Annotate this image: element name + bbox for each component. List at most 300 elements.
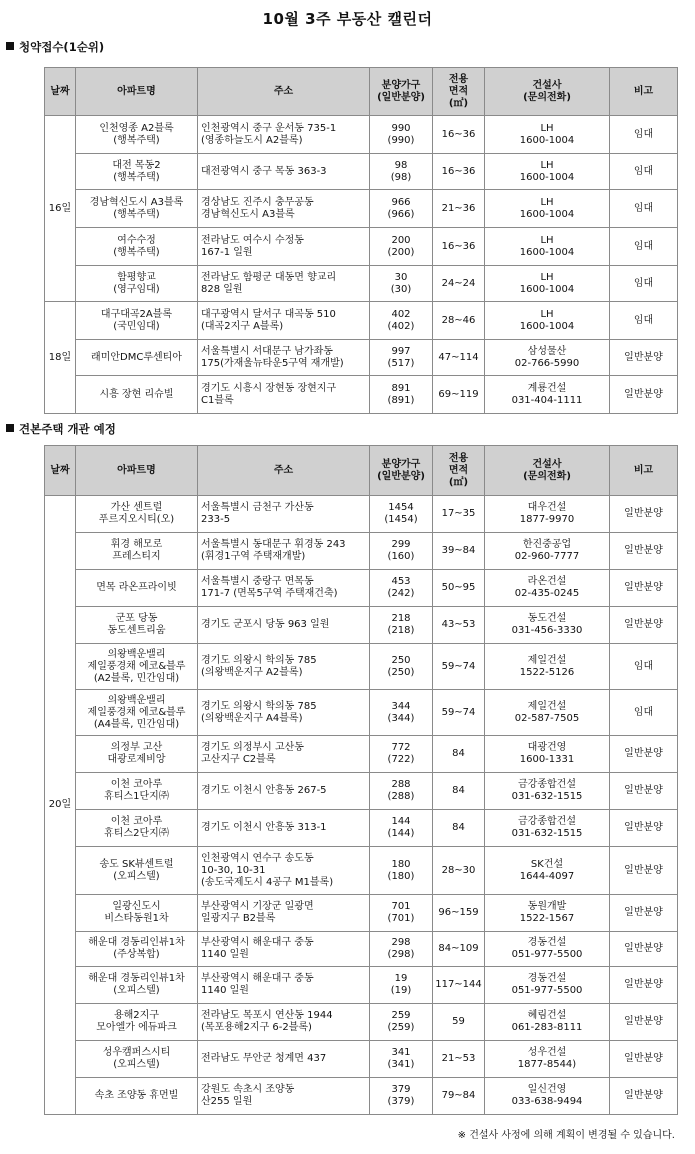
units-text: 250 [391,654,411,666]
builder-text: 061-283-8111 [511,1022,583,1033]
address-text: 전라남도 함평군 대동면 향교리 [201,271,337,283]
area-cell [433,895,485,932]
note-text: 일반분양 [624,822,663,833]
builder-cell [485,932,610,967]
area-cell [433,116,485,154]
note-cell [610,533,678,570]
note-text: 일반분양 [624,508,663,519]
builder-cell [485,810,610,847]
note-cell [610,116,678,154]
apt-name-cell [76,376,198,414]
builder-text: 제일건설 [527,654,567,666]
table-row [45,932,678,967]
builder-text: 031-632-1515 [511,791,583,802]
address-text: 경기도 군포시 당동 963 일원 [201,619,330,630]
note-cell [610,1078,678,1115]
units-cell [370,116,433,154]
units-header [370,68,433,116]
area-text: 59 [452,1016,465,1027]
note-cell [610,154,678,190]
area-text: 117~144 [435,979,482,990]
units-text: (30) [390,283,412,295]
builder-text: 대광건영 [527,742,567,753]
units-text: (218) [387,625,415,636]
builder-text: 계룡건설 [527,382,567,394]
note-header: 비고 [610,446,678,496]
address-text: 233-5 [201,514,231,525]
section-label: 견본주택 개관 예정 [19,422,116,436]
address-cell [198,690,370,736]
area-text: 28~30 [441,864,476,876]
area-text: 84~109 [438,943,479,954]
header-text: 전용 [448,73,469,85]
apt-name-text: 의왕백운밸리 [107,694,166,706]
address-cell [198,570,370,607]
address-cell [198,116,370,154]
apt-name-text: 푸르지오시티(오) [98,514,175,525]
area-text: 28~46 [441,314,476,326]
area-cell [433,1078,485,1115]
units-text: (298) [387,949,415,960]
table-row [45,533,678,570]
date-header: 날짜 [45,68,76,116]
units-cell [370,190,433,228]
units-text: (288) [387,791,415,802]
apt-name-cell [76,607,198,644]
builder-text: 1600-1004 [519,171,575,183]
apt-name-text: (오피스텔) [113,985,160,996]
apt-name-cell [76,644,198,690]
note-cell [610,690,678,736]
units-cell [370,533,433,570]
area-text: 59~74 [441,706,476,718]
units-text: 200 [391,234,411,246]
area-text: 84 [452,785,465,796]
area-cell [433,607,485,644]
area-cell [433,376,485,414]
address-text: (대곡2지구 A블록) [201,320,284,332]
note-text: 일반분양 [624,1016,663,1027]
builder-text: 금강종합건설 [518,816,576,827]
address-text: 경기도 의정부시 고산동 [201,742,304,753]
builder-text: 동도건설 [527,613,567,624]
area-text: 96~159 [438,907,479,918]
apt-name-cell [76,1078,198,1115]
note-text: 임대 [633,314,654,326]
units-text: 288 [391,779,411,790]
builder-text: 051-977-5500 [511,949,583,960]
address-cell [198,895,370,932]
header-text: (문의전화) [523,91,571,103]
note-text: 임대 [633,240,654,252]
units-cell [370,302,433,340]
builder-text: LH [540,196,554,208]
table-row [45,967,678,1004]
note-text: 임대 [633,660,654,672]
apt-name-cell [76,810,198,847]
apt-name-cell [76,190,198,228]
units-cell [370,340,433,376]
units-text: 299 [391,539,411,550]
apt-name-text: 휴티스1단지㈜ [104,791,169,802]
units-text: 341 [391,1047,411,1058]
note-text: 일반분양 [624,1053,663,1064]
units-cell [370,376,433,414]
area-text: 59~74 [441,660,476,672]
address-text: (휘경1구역 주택재개발) [201,551,306,562]
apt-name-cell [76,496,198,533]
builder-text: 1600-1004 [519,283,575,295]
builder-text: 1877-8544) [517,1059,577,1070]
address-text: 경기도 의왕시 학의동 785 [201,654,317,666]
builder-text: 1877-9970 [519,514,575,525]
units-text: 701 [391,901,411,912]
builder-text: 혜림건설 [527,1010,567,1021]
builder-header [485,68,610,116]
note-cell [610,607,678,644]
units-cell [370,1078,433,1115]
builder-text: 02-435-0245 [514,588,580,599]
apt-name-text: 해운대 경동리인뷰1차 [88,973,185,984]
builder-text: 삼성물산 [527,345,567,357]
apt-name-cell [76,154,198,190]
apt-name-cell [76,690,198,736]
units-text: (180) [387,870,415,882]
area-cell [433,533,485,570]
address-cell [198,773,370,810]
area-text: 21~36 [441,202,476,214]
note-text: 일반분양 [624,943,663,954]
address-text: 서울특별시 중랑구 면목동 [201,576,314,587]
note-text: 임대 [633,706,654,718]
note-header: 비고 [610,68,678,116]
section-heading-subscription [6,39,104,55]
note-cell [610,496,678,533]
units-text: 379 [391,1084,411,1095]
builder-text: 1600-1004 [519,208,575,220]
table-row [45,116,678,154]
units-cell [370,773,433,810]
note-cell [610,570,678,607]
area-text: 43~53 [441,619,476,630]
units-text: 98 [394,159,408,171]
area-cell [433,266,485,302]
table-row [45,376,678,414]
units-text: (144) [387,828,415,839]
area-cell [433,340,485,376]
units-cell [370,690,433,736]
builder-text: 02-960-7777 [514,551,580,562]
units-cell [370,847,433,895]
address-text: 전라남도 목포시 연산동 1944 [201,1010,333,1021]
builder-text: SK건설 [530,858,564,870]
apt-name-text: (영구임대) [113,283,160,295]
header-text: 건설사 [532,79,562,91]
note-text: 임대 [633,128,654,140]
area-text: 17~35 [441,508,476,519]
units-text: (891) [387,394,415,406]
area-text: 16~36 [441,128,476,140]
footnote: ※ 건설사 사정에 의해 계획이 변경될 수 있습니다. [457,1130,675,1141]
address-text: 167-1 일원 [201,246,253,258]
units-header [370,446,433,496]
header-text: 건설사 [532,458,562,470]
builder-text: 1600-1331 [519,754,575,765]
apt-name-text: 래미안DMC루센티아 [91,351,182,363]
note-cell [610,644,678,690]
units-cell [370,154,433,190]
area-cell [433,228,485,266]
builder-text: 1600-1004 [519,134,575,146]
apt-name-text: 경남혁신도시 A3블록 [89,196,184,208]
area-cell [433,847,485,895]
address-cell [198,302,370,340]
area-cell [433,496,485,533]
note-text: 일반분양 [624,785,663,796]
note-cell [610,228,678,266]
builder-text: 금강종합건설 [518,779,576,790]
area-cell [433,1041,485,1078]
address-text: 171-7 (면목5구역 주택재건축) [201,588,338,599]
subscription-table [44,67,678,414]
area-cell [433,736,485,773]
apt-name-cell [76,1041,198,1078]
table-row [45,773,678,810]
apt-name-cell [76,116,198,154]
area-cell [433,1004,485,1041]
area-text: 84 [452,822,465,833]
address-text: 서울특별시 동대문구 휘경동 243 [201,539,346,550]
builder-cell [485,266,610,302]
address-text: 서울특별시 금천구 가산동 [201,502,314,513]
address-text: 고산지구 C2블록 [201,754,276,765]
address-text: 828 일원 [201,283,243,295]
apt-name-text: (오피스텔) [113,1059,160,1070]
header-text: 분양가구 [381,79,421,91]
builder-cell [485,736,610,773]
table-row [45,644,678,690]
apt-name-text: 대구대곡2A블록 [100,308,173,320]
apt-name-text: 함평향교 [117,271,156,283]
address-text: C1블록 [201,394,234,406]
area-cell [433,690,485,736]
builder-cell [485,228,610,266]
units-text: (19) [390,985,412,996]
apt-name-text: (A2블록, 민간임대) [93,672,180,684]
note-cell [610,847,678,895]
builder-text: 1522-5126 [519,666,575,678]
units-text: 997 [391,345,411,357]
builder-cell [485,533,610,570]
address-cell [198,967,370,1004]
units-text: (259) [387,1022,415,1033]
address-text: 부산광역시 해운대구 중동 [201,937,314,948]
builder-cell [485,1004,610,1041]
square-bullet-icon [6,42,14,50]
builder-cell [485,1041,610,1078]
units-text: (98) [390,171,412,183]
builder-text: 대우건설 [527,502,567,513]
note-cell [610,340,678,376]
builder-text: LH [540,234,554,246]
apt-name-text: 송도 SK뷰센트럴 [99,858,174,870]
table-row [45,1041,678,1078]
note-text: 일반분양 [624,351,663,363]
address-text: 인천광역시 연수구 송도동 [201,852,314,864]
area-cell [433,932,485,967]
units-cell [370,736,433,773]
builder-header [485,446,610,496]
address-text: 서울특별시 서대문구 남가좌동 [201,345,333,357]
builder-text: 경동건설 [527,973,567,984]
units-text: 180 [391,858,411,870]
area-cell [433,302,485,340]
apt-name-text: 비스타동원1차 [104,913,169,924]
units-text: (160) [387,551,415,562]
note-text: 일반분양 [624,748,663,759]
header-text: 면적 [448,85,469,97]
units-text: 990 [391,122,411,134]
address-text: (의왕백운지구 A4블록) [201,712,303,724]
model-house-table [44,445,678,1115]
header-text: (㎡) [448,476,469,488]
address-text: (의왕백운지구 A2블록) [201,666,303,678]
builder-cell [485,570,610,607]
units-text: 218 [391,613,411,624]
units-text: (200) [387,246,415,258]
address-text: (영종하늘도시 A2블록) [201,134,303,146]
note-text: 일반분양 [624,388,663,400]
header-text: 면적 [448,464,469,476]
apt-name-text: 대전 목동2 [112,159,161,171]
date-header: 날짜 [45,446,76,496]
apt-name-text: 일광신도시 [112,901,161,912]
apt-name-text: (행복주택) [113,246,160,258]
builder-text: LH [540,159,554,171]
apt-header: 아파트명 [76,446,198,496]
address-text: 인천광역시 중구 운서동 735-1 [201,122,337,134]
units-text: 891 [391,382,411,394]
note-text: 일반분양 [624,864,663,876]
address-text: 강원도 속초시 조양동 [201,1084,295,1095]
note-text: 임대 [633,277,654,289]
apt-name-text: 이천 코아루 [110,816,163,827]
note-cell [610,810,678,847]
address-text: 경상남도 진주시 충무공동 [201,196,314,208]
area-cell [433,644,485,690]
note-text: 일반분양 [624,582,663,593]
builder-cell [485,690,610,736]
apt-name-text: (A4블록, 민간임대) [93,718,180,730]
apt-name-text: 용해2지구 [113,1010,159,1021]
apt-name-cell [76,1004,198,1041]
apt-name-text: (행복주택) [113,208,160,220]
area-text: 16~36 [441,165,476,177]
table-row [45,228,678,266]
builder-cell [485,773,610,810]
table-row [45,1078,678,1115]
table-row [45,895,678,932]
table-row [45,607,678,644]
builder-cell [485,967,610,1004]
address-cell [198,847,370,895]
area-text: 24~24 [441,277,476,289]
area-text: 16~36 [441,240,476,252]
apt-name-text: 여수수정 [117,234,156,246]
builder-cell [485,644,610,690]
apt-header: 아파트명 [76,68,198,116]
units-text: (242) [387,588,415,599]
date-cell: 18일 [45,302,76,414]
units-cell [370,496,433,533]
note-cell [610,302,678,340]
builder-text: 02-587-7505 [514,712,580,724]
address-header: 주소 [198,446,370,496]
apt-name-text: 의정부 고산 [110,742,163,753]
units-text: 19 [394,973,408,984]
address-header: 주소 [198,68,370,116]
address-text: 1140 일원 [201,985,249,996]
units-cell [370,266,433,302]
builder-text: 제일건설 [527,700,567,712]
apt-name-cell [76,773,198,810]
area-cell [433,967,485,1004]
address-cell [198,736,370,773]
note-text: 일반분양 [624,907,663,918]
area-text: 39~84 [441,545,476,556]
table-row [45,302,678,340]
apt-name-cell [76,266,198,302]
address-text: 전라남도 여수시 수정동 [201,234,304,246]
units-text: 144 [391,816,411,827]
address-cell [198,533,370,570]
table-row [45,496,678,533]
apt-name-text: 군포 당동 [115,613,158,624]
units-text: (344) [387,712,415,724]
units-cell [370,932,433,967]
apt-name-text: (주상복합) [113,949,160,960]
area-text: 50~95 [441,582,476,593]
note-cell [610,967,678,1004]
table-row [45,266,678,302]
address-text: 부산광역시 해운대구 중동 [201,973,314,984]
note-cell [610,376,678,414]
address-cell [198,340,370,376]
address-text: 대전광역시 중구 목동 363-3 [201,165,327,177]
note-cell [610,190,678,228]
apt-name-text: 제일풍경채 에코&블루 [87,706,186,718]
area-text: 69~119 [438,388,479,400]
note-cell [610,932,678,967]
area-text: 79~84 [441,1090,476,1101]
note-cell [610,1041,678,1078]
apt-name-text: 인천영종 A2블록 [99,122,174,134]
apt-name-text: 의왕백운밸리 [107,648,166,660]
table-row [45,810,678,847]
header-text: (㎡) [448,97,469,109]
area-cell [433,190,485,228]
units-cell [370,967,433,1004]
area-cell [433,773,485,810]
address-text: 10-30, 10-31 [201,864,266,876]
builder-text: 1644-4097 [519,870,575,882]
table-row [45,570,678,607]
apt-name-text: 이천 코아루 [110,779,163,790]
table-row [45,190,678,228]
address-cell [198,810,370,847]
apt-name-text: 휴티스2단지㈜ [104,828,169,839]
note-text: 임대 [633,202,654,214]
